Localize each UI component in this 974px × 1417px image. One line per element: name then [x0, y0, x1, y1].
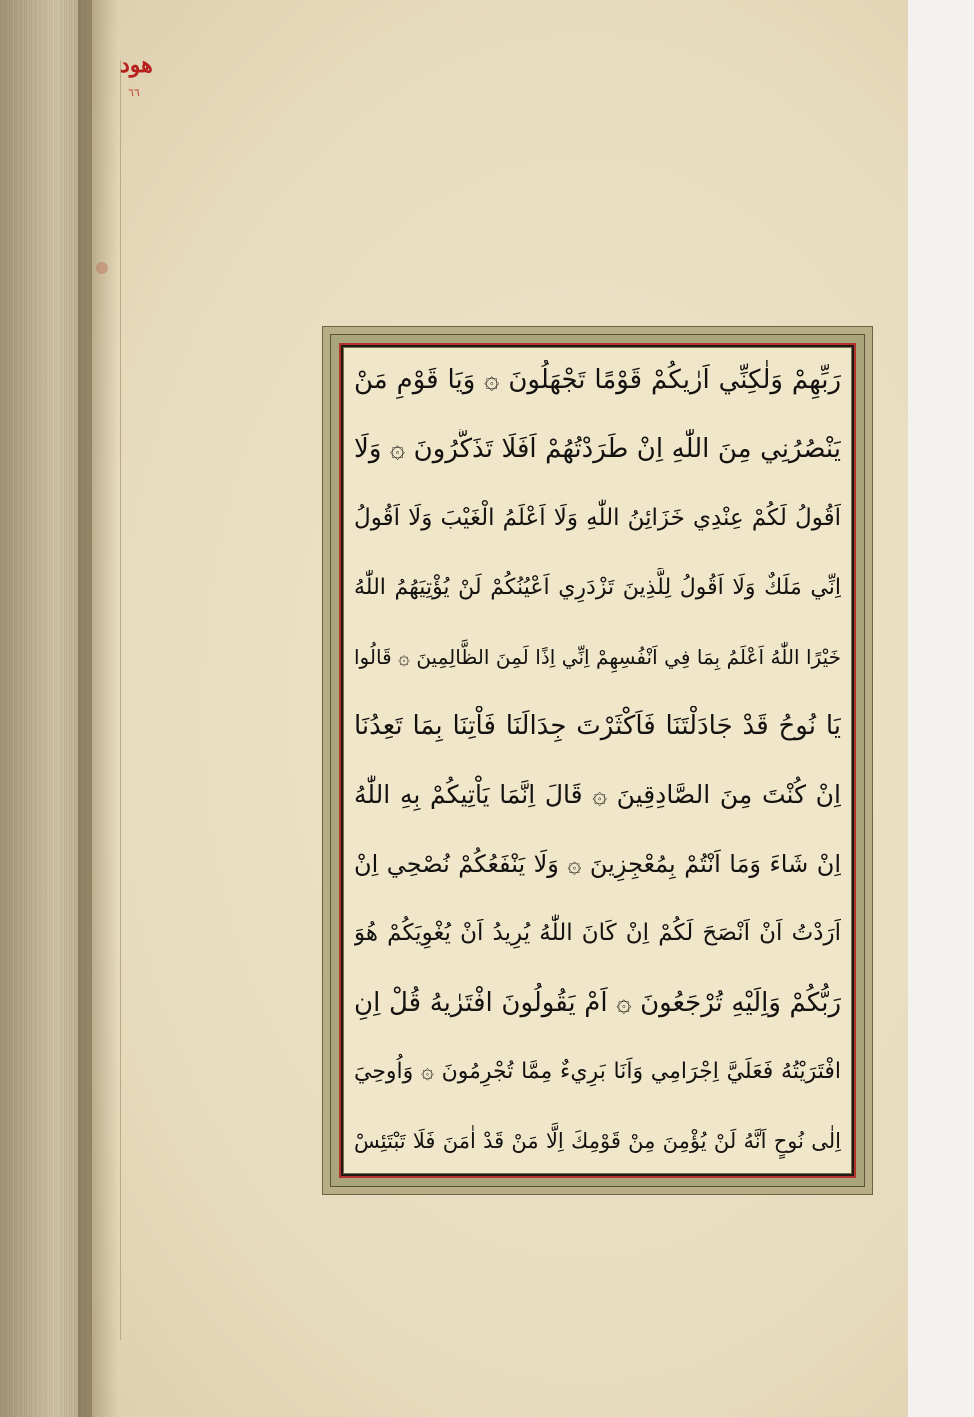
verse-lines	[354, 360, 841, 1161]
verse-line: اِلٰى نُوحٍ اَنَّهُ لَنْ يُؤْمِنَ مِنْ قَوْمِكَ اِلَّا مَنْ قَدْ اٰمَنَ فَلَا تَبْتَئِسْ	[354, 1128, 841, 1153]
verse-line: افْتَرَيْتُهُ فَعَلَيَّ اِجْرَامِي وَاَنَا بَرِيءٌ مِمَّا تُجْرِمُونَ ۞ وَاُوحِيَ	[354, 1058, 841, 1084]
scan-border	[908, 0, 974, 1417]
frame-border-green	[330, 334, 865, 1187]
text-panel	[343, 347, 852, 1174]
verse-line: خَيْرًا اللّٰهُ اَعْلَمُ بِمَا فِي اَنْفُسِهِمْ اِنِّي اِذًا لَمِنَ الظَّالِمِينَ ۞ قَالُوا	[354, 644, 841, 669]
verse-line: اِنْ كُنْتَ مِنَ الصَّادِقِينَ ۞ قَالَ اِنَّمَا يَاْتِيكُمْ بِهِ اللّٰهُ	[354, 780, 841, 810]
folio-number: ٦٦	[128, 86, 140, 99]
verse-line: يَا نُوحُ قَدْ جَادَلْتَنَا فَاَكْثَرْتَ جِدَالَنَا فَاْتِنَا بِمَا تَعِدُنَا	[354, 710, 841, 741]
folio-heading: هود	[120, 52, 153, 78]
verse-line: رَبِّهِمْ وَلٰكِنِّي اَرٰيكُمْ قَوْمًا تَجْهَلُونَ ۞ وَيَا قَوْمِ مَنْ	[354, 365, 841, 395]
verse-line: اَقُولُ لَكُمْ عِنْدِي خَزَائِنُ اللّٰهِ وَلَا اَعْلَمُ الْغَيْبَ وَلَا اَقُولُ	[354, 505, 841, 532]
verse-line: اِنْ شَاءَ وَمَا اَنْتُمْ بِمُعْجِزِينَ ۞ وَلَا يَنْفَعُكُمْ نُصْحِي اِنْ	[354, 850, 841, 879]
margin-rule	[120, 60, 121, 1340]
verse-line: اَرَدْتُ اَنْ اَنْصَحَ لَكُمْ اِنْ كَانَ اللّٰهُ يُرِيدُ اَنْ يُغْوِيَكُمْ هُوَ	[354, 920, 841, 947]
page-stain	[96, 262, 108, 274]
text-frame	[322, 326, 873, 1195]
verse-line: يَنْصُرُنِي مِنَ اللّٰهِ اِنْ طَرَدْتُهُمْ اَفَلَا تَذَكَّرُونَ ۞ وَلَا	[354, 434, 841, 465]
verse-line: اِنِّي مَلَكٌ وَلَا اَقُولُ لِلَّذِينَ تَزْدَرِي اَعْيُنُكُمْ لَنْ يُؤْتِيَهُمُ اللّٰهُ	[354, 574, 841, 600]
frame-border-red	[339, 343, 856, 1178]
verse-line: رَبُّكُمْ وَاِلَيْهِ تُرْجَعُونَ ۞ اَمْ يَقُولُونَ افْتَرٰيهُ قُلْ اِنِ	[354, 987, 841, 1018]
binding-gutter	[78, 0, 118, 1417]
